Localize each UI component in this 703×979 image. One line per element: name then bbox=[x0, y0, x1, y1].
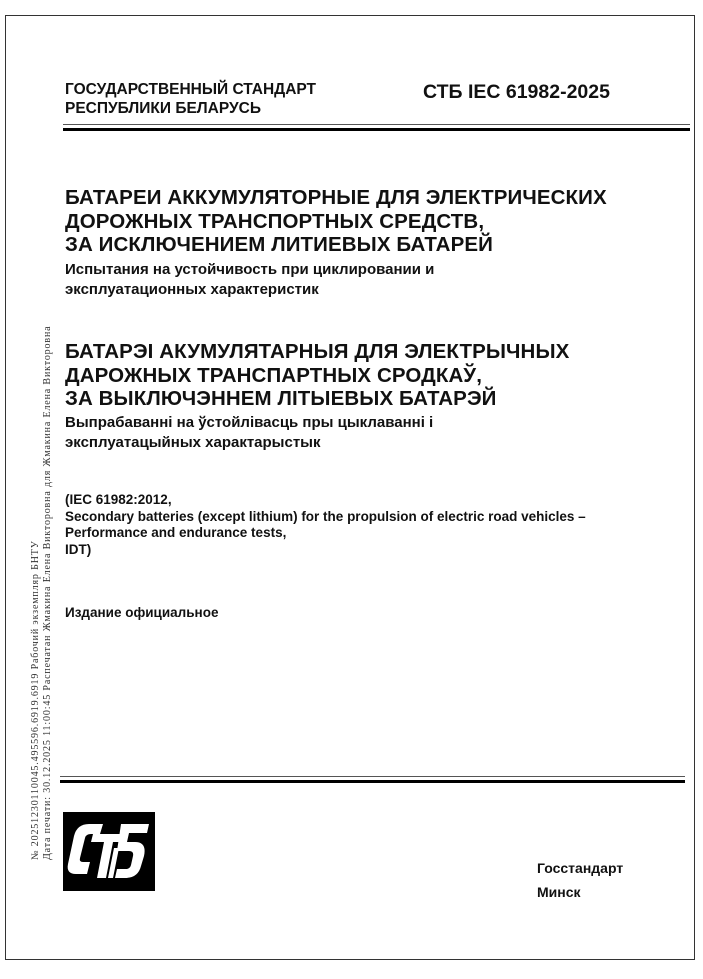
subtitle-belarusian-line: Выпрабаванні на ўстойлівасць пры цыклаванні і bbox=[65, 414, 434, 431]
footer-rule-thick bbox=[60, 780, 685, 783]
issuing-authority bbox=[65, 80, 316, 118]
title-russian-line: ЗА ИСКЛЮЧЕНИЕМ ЛИТИЕВЫХ БАТАРЕЙ bbox=[65, 233, 493, 256]
title-belarusian-line: БАТАРЭІ АКУМУЛЯТАРНЫЯ ДЛЯ ЭЛЕКТРЫЧНЫХ bbox=[65, 340, 570, 363]
authority-line-2: РЕСПУБЛИКИ БЕЛАРУСЬ bbox=[65, 100, 261, 117]
title-belarusian-line: ДАРОЖНЫХ ТРАНСПАРТНЫХ СРОДКАЎ, bbox=[65, 363, 483, 387]
iec-reference-line: (IEC 61982:2012, bbox=[65, 492, 172, 507]
iec-reference-line: Performance and endurance tests, bbox=[65, 525, 287, 540]
standard-designation: СТБ IEC 61982-2025 bbox=[423, 81, 610, 103]
edition-label: Издание официальное bbox=[65, 605, 219, 620]
iec-reference bbox=[65, 492, 586, 558]
title-russian bbox=[65, 186, 607, 257]
subtitle-russian-line: эксплуатационных характеристик bbox=[65, 281, 319, 298]
stb-logo-icon bbox=[63, 812, 155, 891]
subtitle-belarusian bbox=[65, 413, 433, 453]
subtitle-russian-line: Испытания на устойчивость при циклировании и bbox=[65, 261, 435, 278]
publisher bbox=[537, 856, 623, 904]
subtitle-belarusian-line: эксплуатацыйных характарыстык bbox=[65, 434, 321, 451]
title-russian-line: ДОРОЖНЫХ ТРАНСПОРТНЫХ СРЕДСТВ, bbox=[65, 209, 485, 233]
iec-reference-line: Secondary batteries (except lithium) for the propulsion of electric road vehicles – bbox=[65, 508, 586, 524]
subtitle-russian bbox=[65, 260, 434, 300]
print-stamp-print-date: Дата печати: 30.12.2025 11:00:45 Распечатан Жмакина Елена Викторовна для Жмакина Елена Викторовна bbox=[41, 325, 53, 860]
header-rule-thin bbox=[63, 124, 690, 125]
title-belarusian bbox=[65, 340, 569, 411]
iec-reference-line: IDT) bbox=[65, 541, 92, 557]
footer-rule-thin bbox=[60, 776, 685, 777]
authority-line-1: ГОСУДАРСТВЕННЫЙ СТАНДАРТ bbox=[65, 81, 317, 98]
title-belarusian-line: ЗА ВЫКЛЮЧЭННЕМ ЛІТЫЕВЫХ БАТАРЭЙ bbox=[65, 387, 497, 410]
header-rule-thick bbox=[63, 128, 690, 131]
title-russian-line: БАТАРЕИ АККУМУЛЯТОРНЫЕ ДЛЯ ЭЛЕКТРИЧЕСКИХ bbox=[65, 186, 607, 209]
publisher-city: Минск bbox=[537, 884, 581, 900]
print-stamp bbox=[30, 326, 53, 860]
publisher-name: Госстандарт bbox=[537, 860, 624, 876]
print-stamp-registration: № 20251230110045.495596.6919.6919 Рабочий экземпляр БНТУ bbox=[30, 540, 41, 860]
